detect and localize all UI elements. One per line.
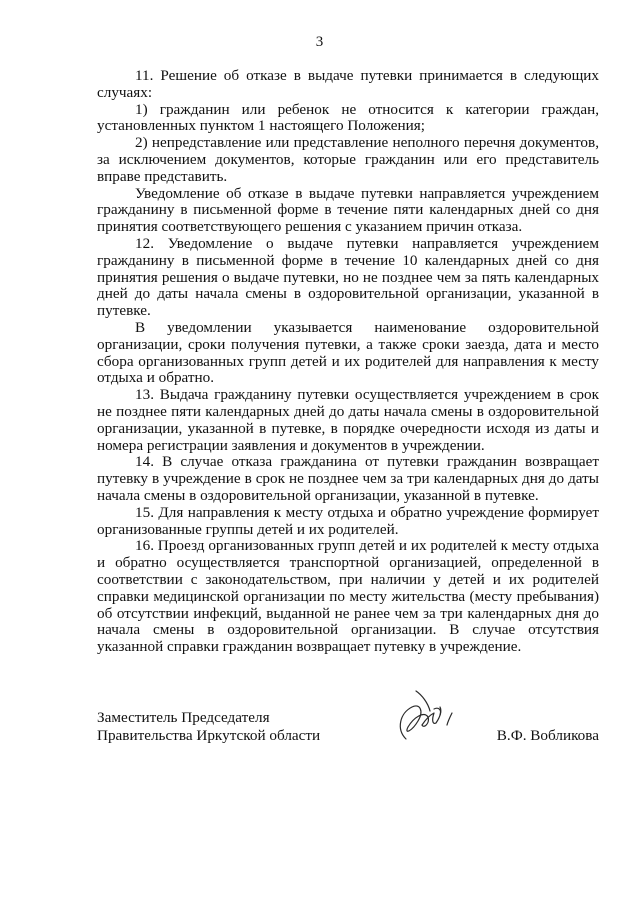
signatory-position-line1: Заместитель Председателя bbox=[97, 709, 270, 726]
signatory-position-line2: Правительства Иркутской области bbox=[97, 726, 321, 744]
signature-block bbox=[97, 709, 599, 759]
paragraph-12: 12. Уведомление о выдаче путевки направляется учреждением гражданину в письменной форме в течение 10 календарных дней со дня принятия решения о выдаче путевки, но не позднее чем за пять календарных дней до даты начала смены в оздоровительной организации, указанной в путевке. bbox=[97, 234, 599, 320]
handwritten-signature bbox=[392, 687, 472, 749]
page-number: 3 bbox=[315, 34, 324, 50]
paragraph-15: 15. Для направления к месту отдыха и обратно учреждение формирует организованные группы детей и их родителей. bbox=[97, 503, 599, 538]
document-body bbox=[97, 68, 599, 656]
paragraph-13: 13. Выдача гражданину путевки осуществляется учреждением в срок не позднее пяти календарных дней до даты начала смены в оздоровительной организации, указанной в путевке, в порядке очередности исходя из даты и номера регистрации заявления и документов в учреждении. bbox=[97, 386, 599, 454]
signatory-name: В.Ф. Вобликова bbox=[496, 727, 599, 744]
paragraph-14: 14. В случае отказа гражданина от путевки гражданин возвращает путевку в учреждение в срок не позднее чем за три календарных дня до даты начала смены в оздоровительной организации, указанной в путевке. bbox=[97, 453, 599, 504]
paragraph-refusal-notice: Уведомление об отказе в выдаче путевки направляется учреждением гражданину в письменной форме в течение пяти календарных дней со дня принятия соответствующего решения с указанием причин отказа. bbox=[97, 184, 599, 236]
paragraph-11-case-2: 2) непредставление или представление неполного перечня документов, за исключением документов, которые гражданин или его представитель вправе представить. bbox=[97, 134, 599, 185]
paragraph-notice-contents: В уведомлении указывается наименование оздоровительной организации, сроки получения путевки, а также сроки заезда, дата и место сбора организованных групп детей и их родителей для направления к месту отдыха и обратно. bbox=[97, 318, 599, 387]
paragraph-16: 16. Проезд организованных групп детей и их родителей к месту отдыха и обратно осуществляется транспортной организацией, определенной в соответствии с законодательством, при наличии у детей и их родителей справки медицинской организации по месту жительства (месту пребывания) об отсутствии инфекций, выданной не ранее чем за три календарных дня до начала смены в оздоровительной организации. В случае отсутствия указанной справки гражданин возвращает путевку в учреждение. bbox=[97, 537, 599, 656]
paragraph-11: 11. Решение об отказе в выдаче путевки принимается в следующих случаях: bbox=[97, 67, 599, 101]
paragraph-11-case-1: 1) гражданин или ребенок не относится к категории граждан, установленных пунктом 1 настоящего Положения; bbox=[97, 100, 599, 135]
